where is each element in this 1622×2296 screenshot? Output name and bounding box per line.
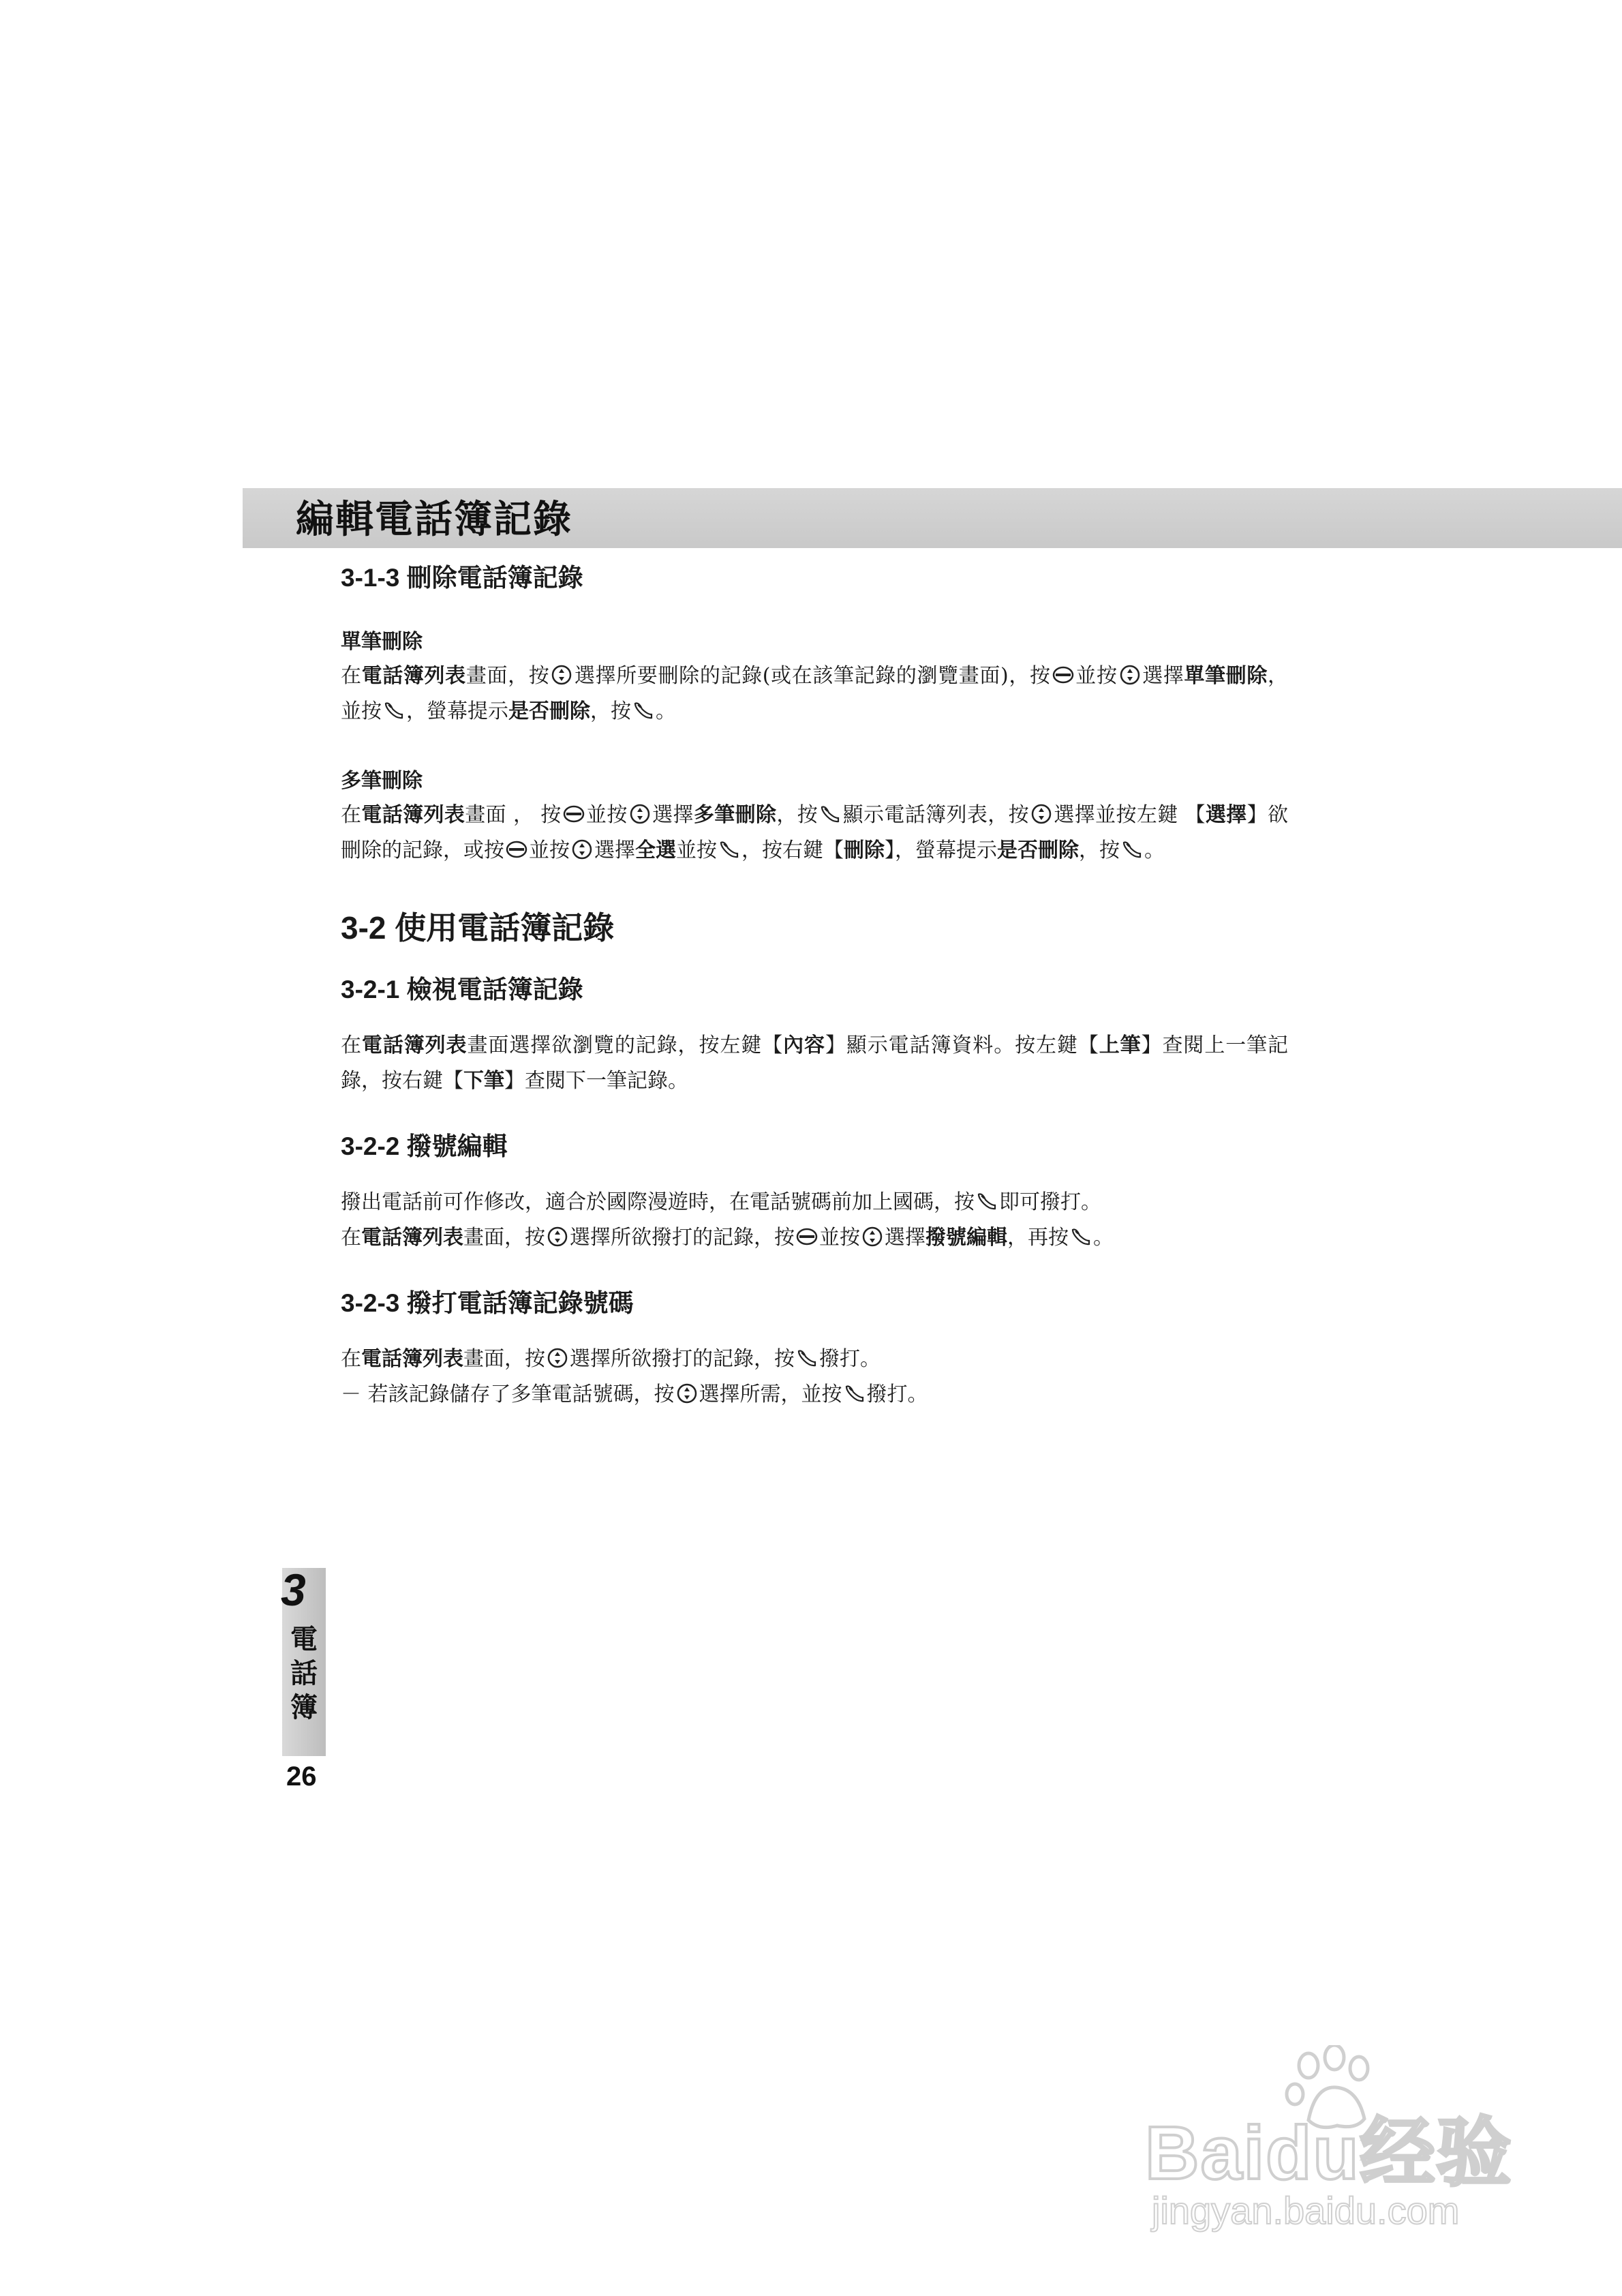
send-key-icon xyxy=(844,1383,866,1404)
watermark-url: jingyan.baidu.com xyxy=(1152,2189,1460,2232)
minus-key-icon xyxy=(506,839,527,860)
minus-key-icon xyxy=(1052,664,1074,686)
send-key-icon xyxy=(632,699,654,721)
paragraph-3-2-1: 在電話簿列表畫面選擇欲瀏覽的記錄，按左鍵【內容】顯示電話簿資料。按左鍵【上筆】查閱上一筆記錄，按右鍵【下筆】查閱下一筆記錄。 xyxy=(341,1033,1289,1093)
nav-key-icon xyxy=(1030,803,1052,825)
subheading-single-delete: 單筆刪除 xyxy=(341,630,423,654)
chapter-number: 3 xyxy=(281,1565,306,1615)
send-key-icon xyxy=(796,1347,818,1369)
chapter-label: 電話簿 xyxy=(290,1624,318,1723)
nav-key-icon xyxy=(676,1383,698,1404)
send-key-icon xyxy=(819,803,841,825)
minus-key-icon xyxy=(796,1226,818,1248)
nav-key-icon xyxy=(547,1226,568,1248)
paragraph-multi-delete: 在電話簿列表畫面 ， 按 並按 選擇多筆刪除，按 顯示電話簿列表，按 選擇並按左鍵 【選擇】欲刪除的記錄，或按 並按 選擇全選並按 ，按右鍵【刪除】，螢幕提示是否刪除，按 。 xyxy=(341,803,1289,862)
nav-key-icon xyxy=(1119,664,1141,686)
heading-3-2-3: 3-2-3 撥打電話簿記錄號碼 xyxy=(341,1289,634,1317)
send-key-icon xyxy=(1121,839,1143,860)
paragraph-3-2-3-note: － 若該記錄儲存了多筆電話號碼，按 選擇所需，並按 撥打。 xyxy=(341,1383,928,1406)
send-key-icon xyxy=(383,699,405,721)
nav-key-icon xyxy=(629,803,651,825)
heading-3-2-2: 3-2-2 撥號編輯 xyxy=(341,1132,508,1160)
page-number: 26 xyxy=(286,1762,317,1792)
heading-3-1-3: 3-1-3 刪除電話簿記錄 xyxy=(341,564,583,592)
paragraph-single-delete: 在電話簿列表畫面，按 選擇所要刪除的記錄(或在該筆記錄的瀏覽畫面)，按 並按 選擇單筆刪除，並按 ，螢幕提示是否刪除，按 。 xyxy=(341,664,1289,723)
send-key-icon xyxy=(976,1190,998,1212)
minus-key-icon xyxy=(563,803,585,825)
paragraph-3-2-2-line1: 撥出電話前可作修改，適合於國際漫遊時，在電話號碼前加上國碼，按 即可撥打。 xyxy=(341,1190,1101,1214)
heading-3-2-1: 3-2-1 檢視電話簿記錄 xyxy=(341,976,583,1003)
subheading-multi-delete: 多筆刪除 xyxy=(341,769,423,793)
page-content xyxy=(341,558,1288,1413)
watermark-brand: Baidu经验 xyxy=(1145,2111,1513,2195)
nav-key-icon xyxy=(547,1347,568,1369)
nav-key-icon xyxy=(861,1226,883,1248)
baidu-watermark xyxy=(1145,2045,1527,2250)
section-title: 編輯電話簿記錄 xyxy=(296,497,572,542)
nav-key-icon xyxy=(571,839,593,860)
paragraph-3-2-2-line2: 在電話簿列表畫面，按 選擇所欲撥打的記錄，按 並按 選擇撥號編輯，再按 。 xyxy=(341,1226,1114,1250)
send-key-icon xyxy=(718,839,740,860)
nav-key-icon xyxy=(551,664,572,686)
paragraph-3-2-3-line1: 在電話簿列表畫面，按 選擇所欲撥打的記錄，按 撥打。 xyxy=(341,1347,881,1371)
heading-3-2: 3-2 使用電話簿記錄 xyxy=(341,910,615,946)
send-key-icon xyxy=(1070,1226,1092,1248)
